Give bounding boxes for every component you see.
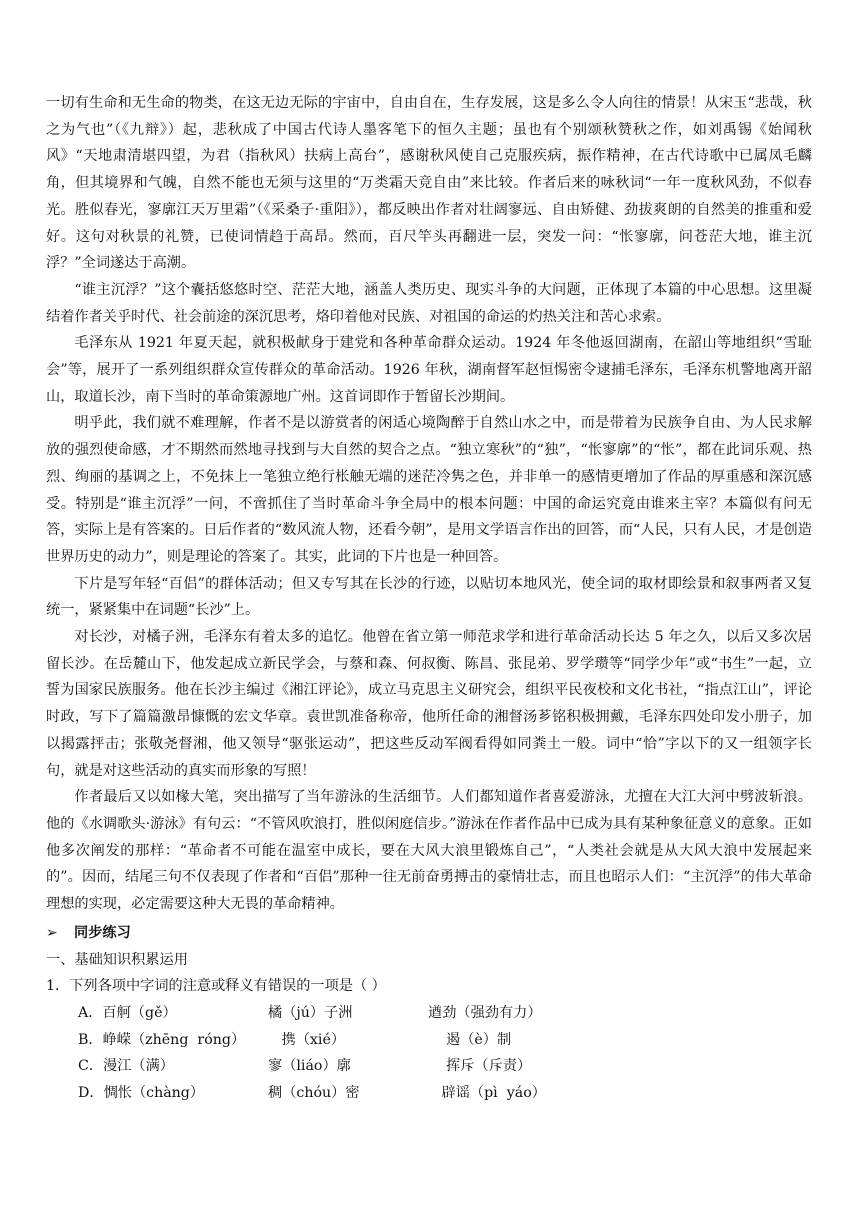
- option-d-item-2: 稠（chóu）密: [268, 1084, 360, 1101]
- paragraph-5: 下片是写年轻“百侣”的群体活动；但又专写其在长沙的行迹，以贴切本地风光，使全词的取材即绘景和叙事两者又复统一，紧紧集中在词题“长沙”上。: [46, 575, 812, 619]
- paragraph-2: “谁主沉浮？”这个囊括悠悠时空、茫茫大地，涵盖人类历史、现实斗争的大问题，正体现了本篇的中心思想。这里凝结着作者关乎时代、社会前途的深沉思考，烙印着他对民族、对祖国的命运的灼热关注和苦心求索。: [46, 281, 812, 325]
- option-a-item-3: 遒劲（强劲有力）: [428, 1004, 542, 1021]
- document-body: [46, 90, 812, 1107]
- option-row-d: [46, 1080, 812, 1107]
- option-row-a: [46, 1000, 812, 1027]
- section-heading-text: 同步练习: [74, 924, 131, 941]
- option-c-item-1: C．漫江（满）: [78, 1058, 174, 1075]
- arrow-bullet-icon: ➢: [46, 924, 58, 941]
- section-heading: [46, 920, 812, 947]
- paragraph-4: 明乎此，我们就不难理解，作者不是以游赏者的闲适心境陶醉于自然山水之中，而是带着为民族争自由、为人民求解放的强烈使命感，才不期然而然地寻找到与大自然的契合之点。“独立寒秋”的“独”，“怅寥廓”的“怅”，都在此词乐观、热烈、绚丽的基调之上，不免抹上一笔独立绝行枨触无端的迷茫冷隽之色，并非单一的感情更增加了作品的厚重感和深沉感受。特别是“谁主沉浮”一问，不啻抓住了当时革命斗争全局中的根本问题：中国的命运究竟由谁来主宰？本篇似有问无答，实际上是有答案的。日后作者的“数风流人物，还看今朝”，是用文学语言作出的回答，而“人民，只有人民，才是创造世界历史的动力”，则是理论的答案了。其实，此词的下片也是一种回答。: [46, 415, 812, 565]
- question-stem: 1．下列各项中字词的注意或释义有错误的一项是（ ）: [46, 978, 386, 995]
- option-b-item-3: 遏（è）制: [428, 1031, 512, 1048]
- option-b-item-2: 携（xié）: [268, 1031, 346, 1048]
- paragraph-3: 毛泽东从 1921 年夏天起，就积极献身于建党和各种革命群众运动。1924 年冬他返回湖南，在韶山等地组织“雪耻会”等，展开了一系列组织群众宣传群众的革命活动。1926 年秋，湖南督军赵恒惕密令逮捕毛泽东，毛泽东机警地离开韶山，取道长沙，南下当时的革命策源地广州。这首词即作于暂留长沙期间。: [46, 335, 812, 405]
- option-d-item-3: 辟谣（pì yáo）: [428, 1084, 546, 1101]
- subsection-heading: 一、基础知识积累运用: [46, 951, 188, 968]
- option-d-item-1: D．惆怅（chàng）: [78, 1084, 205, 1101]
- option-a-item-1: A．百舸（gě）: [78, 1004, 177, 1021]
- option-row-c: [46, 1053, 812, 1080]
- paragraph-1: 一切有生命和无生命的物类，在这无边无际的宇宙中，自由自在，生存发展，这是多么令人向往的情景！从宋玉“悲哉，秋之为气也”（《九辩》）起，悲秋成了中国古代诗人墨客笔下的恒久主题；虽也有个别颂秋赞秋之作，如刘禹锡《始闻秋风》“天地肃清堪四望，为君（指秋风）扶病上高台”，感谢秋风使自己克服疾病，振作精神，在古代诗歌中已属凤毛麟角，但其境界和气魄，自然不能也无须与这里的“万类霜天竞自由”来比较。作者后来的咏秋词“一年一度秋风劲，不似春光。胜似春光，寥廓江天万里霜”（《采桑子·重阳》），都反映出作者对壮阔寥远、自由矫健、劲拔爽朗的自然美的推重和爱好。这句对秋景的礼赞，已使词情趋于高昂。然而，百尺竿头再翻进一层，突发一问：“怅寥廓，问苍茫大地，谁主沉浮？”全词遂达于高潮。: [46, 95, 812, 272]
- paragraph-6: 对长沙，对橘子洲，毛泽东有着太多的追忆。他曾在省立第一师范求学和进行革命活动长达 5 年之久，以后又多次居留长沙。在岳麓山下，他发起成立新民学会，与蔡和森、何叔衡、陈昌、张昆弟、罗学瓒等“同学少年”或“书生”一起，立誓为国家民族服务。他在长沙主编过《湘江评论》，成立马克思主义研究会，组织平民夜校和文化书社，“指点江山”，评论时政，写下了篇篇激昂慷慨的宏文华章。袁世凯准备称帝，他所任命的湘督汤芗铭积极拥戴，毛泽东四处印发小册子，加以揭露抨击；张敬尧督湘，他又领导“驱张运动”，把这些反动军阀看得如同粪土一般。词中“恰”字以下的又一组领字长句，就是对这些活动的真实而形象的写照！: [46, 629, 812, 779]
- option-b-item-1: B．峥嵘（zhēng róng）: [78, 1031, 246, 1048]
- option-c-item-3: 挥斥（斥责）: [428, 1058, 532, 1075]
- paragraph-7: 作者最后又以如椽大笔，突出描写了当年游泳的生活细节。人们都知道作者喜爱游泳，尤擅在大江大河中劈波斩浪。他的《水调歌头·游泳》有句云：“不管风吹浪打，胜似闲庭信步。”游泳在作者作品中已成为具有某种象征意义的意象。正如他多次阐发的那样：“革命者不可能在温室中成长，要在大风大浪里锻炼自己”，“人类社会就是从大风大浪中发展起来的”。因而，结尾三句不仅表现了作者和“百侣”那种一往无前奋勇搏击的豪情壮志，而且也昭示人们：“主沉浮”的伟大革命理想的实现，必定需要这种大无畏的革命精神。: [46, 789, 812, 913]
- option-a-item-2: 橘（jú）子洲: [268, 1004, 353, 1021]
- option-row-b: [46, 1027, 812, 1054]
- option-c-item-2: 寥（liáo）廓: [268, 1058, 351, 1075]
